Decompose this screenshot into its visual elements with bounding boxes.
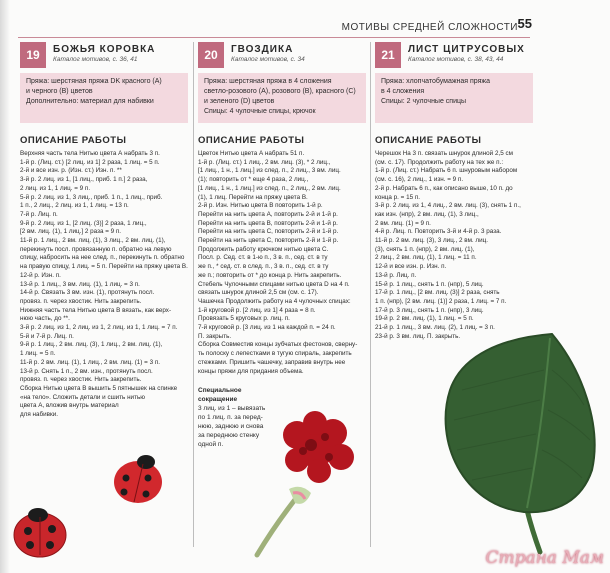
ladybird-photo-large <box>108 448 168 508</box>
instruction-line: 1-й р. (Лиц. ст.) 1 лиц., 2 вм. лиц. (3), * 2 лиц., <box>198 158 331 166</box>
instruction-line: спицу, набросить на нее след. п., перекинуть п. обратно <box>20 254 185 262</box>
instruction-line: на правую спицу, 1 лиц. = 5 п. Перейти на пряжу цвета В. <box>20 263 188 271</box>
instruction-line: 2-й р. Изн. Нитью цвета В повторить 1-й р. <box>198 202 323 210</box>
instruction-line: перекинуть посл. провязанную п. обратно на левую <box>20 245 172 253</box>
instruction-line: как изн. (нпр), 2 вм. лиц. (1), 3 лиц., <box>375 210 479 218</box>
instruction-line: 7-й круговой р. [3 лиц. из 1 на каждой п. = 24 п. <box>198 324 336 332</box>
materials-line: светло-розового (А), розового (В), красного (С) <box>204 88 356 95</box>
motif-catalog-ref: Каталог мотивов, с. 36, 41 <box>53 56 138 63</box>
instruction-line: 3-й р. 2 лиц. из 1, 2 лиц. из 1, 2 лиц. из 1, 1 лиц. = 7 п. <box>20 324 178 332</box>
materials-box <box>198 73 366 123</box>
materials-box <box>375 73 533 123</box>
note-line: одной п. <box>198 441 224 449</box>
motif-catalog-ref: Каталог мотивов, с. 34 <box>231 56 305 63</box>
materials-line: и зеленого (D) цветов <box>204 98 275 105</box>
section-heading: ОПИСАНИЕ РАБОТЫ <box>20 135 127 146</box>
instruction-line: 2-й и все изн. р. (Изн. ст.) Изн. п. ** <box>20 167 122 175</box>
instruction-line: 12-й р. Изн. п. <box>20 271 61 279</box>
instruction-line: «на тело». Сложить детали и сшить нитью <box>20 393 145 401</box>
motif-column-carnation <box>198 42 366 449</box>
materials-line: Спицы: 2 чулочные спицы <box>381 98 467 105</box>
instruction-line: 1-й круговой р. [2 лиц. из 1] 4 раза = 8 п. <box>198 306 316 314</box>
instruction-line: 1 п., 2 лиц., 2 лиц. из 1, 1 лиц. = 13 п. <box>20 202 129 210</box>
instruction-line: 17-й р. 1 лиц., [2 вм. лиц. (3)] 2 раза, снять <box>375 289 500 297</box>
instruction-line: 23-й р. 3 вм. лиц. П. закрыть. <box>375 332 461 340</box>
instruction-line: 1-й р. (Лиц. ст.) [2 лиц. из 1] 2 раза, 1 лиц. = 5 п. <box>20 158 160 166</box>
note-title: Специальное сокращение <box>198 387 242 404</box>
page-spine-shadow <box>0 0 10 573</box>
instruction-line: П. закрыть. <box>198 332 232 340</box>
ladybird-photo-small <box>8 495 78 565</box>
materials-line: Пряжа: шерстяная пряжа DK красного (А) <box>26 78 162 85</box>
instruction-line: 2 вм. лиц. (1) = 9 п. <box>375 219 431 227</box>
materials-line: и черного (В) цветов <box>26 88 93 95</box>
instruction-line: Продолжить работу крючком нитью цвета С. <box>198 245 329 253</box>
materials-line: Пряжа: хлопчатобумажная пряжа <box>381 78 490 85</box>
instruction-line: ть полоску с лепестками в тугую спираль, закрепить <box>198 350 352 358</box>
instruction-line: (1); повторить от * еще 4 раза, 2 лиц., <box>198 176 309 184</box>
motif-title: ГВОЗДИКА <box>231 44 294 55</box>
instruction-line: 19-й р. 2 вм. лиц. (1), 1 лиц. = 5 п. <box>375 315 474 323</box>
instruction-line: 7-й р. Лиц. п. <box>20 210 58 218</box>
instruction-line: провяз. п. через хвостик. Нить закрепить. <box>20 297 142 305</box>
note-line: 3 лиц. из 1 – вывязать <box>198 405 266 413</box>
instruction-line: 5-й р. 2 лиц. из 1, 3 лиц., приб. 1 п., 1 лиц., приб. <box>20 193 163 201</box>
note-line: нюю, заднюю и снова <box>198 423 264 431</box>
instruction-line: (1), 1 лиц. Перейти на пряжу цвета В. <box>198 193 308 201</box>
instruction-line: 2 лиц., 2 вм. лиц. (1), 1 лиц. = 11 п. <box>375 254 477 262</box>
motif-catalog-ref: Каталог мотивов, с. 38, 43, 44 <box>408 56 504 63</box>
instruction-line: 11-й р. 1 лиц., 2 вм. лиц. (1), 3 лиц., 2 вм. лиц. (1), <box>20 237 166 245</box>
instruction-line: [1 лиц., 1 н., 1 лиц.] из след. п., 2 лиц., 3 вм. лиц. <box>198 167 341 175</box>
instruction-line: Сборка Совместив концы зубчатых фестонов, сверну- <box>198 341 358 349</box>
instruction-line: 13-й р. Лиц. п. <box>375 271 417 279</box>
section-heading: ОПИСАНИЕ РАБОТЫ <box>375 135 482 146</box>
page-number: 55 <box>517 16 532 31</box>
instruction-line: 21-й р. 1 лиц., 3 вм. лиц. (2), 1 лиц. = 3 п. <box>375 324 495 332</box>
motif-number-badge: 21 <box>375 42 401 68</box>
instructions-text <box>198 150 366 376</box>
instruction-line: Чашечка Продолжить работу на 4 чулочных спицах: <box>198 297 351 305</box>
materials-box <box>20 73 188 123</box>
instruction-line: 14-й р. Связать 3 вм. изн. (1), протянуть посл. <box>20 289 155 297</box>
instruction-line: 12-й и все изн. р. Изн. п. <box>375 263 447 271</box>
motif-column-citrus-leaf <box>375 42 533 341</box>
note-line: по 1 лиц. п. за перед- <box>198 414 263 422</box>
instruction-line: 9-й р. 1 лиц., 2 вм. лиц. (3), 1 лиц., 2 вм. лиц. (1), <box>20 341 163 349</box>
instruction-line: Перейти на нить цвета В, повторить 2-й и 1-й р. <box>198 219 338 227</box>
instruction-line: 1 п. (нпр), [2 вм. лиц. (1)] 2 раза, 1 лиц. = 7 п. <box>375 297 507 305</box>
instruction-line: цвета А, вложив внутрь материал <box>20 402 119 410</box>
instruction-line: 1-й р. (Лиц. ст.) Набрать 6 п. шнуровым набором <box>375 167 518 175</box>
instruction-line: 11-й р. 2 вм. лиц. (3), 3 лиц., 2 вм. лиц. <box>375 237 488 245</box>
instruction-line: провяз. п. через хвостик. Нить закрепить. <box>20 376 142 384</box>
instruction-line: Стебель Чулочными спицами нитью цвета D на 4 п. <box>198 280 350 288</box>
instruction-line: Провязать 5 круговых р. лиц. п. <box>198 315 290 323</box>
instruction-line: 11-й р. 2 вм. лиц. (1), 1 лиц., 2 вм. лиц. (1) = 3 п. <box>20 358 160 366</box>
header-rule <box>18 37 530 38</box>
materials-line: Дополнительно: материал для набивки <box>26 98 154 105</box>
instruction-line: 17-й р. 3 лиц., снять 1 п. (нпр), 3 лиц. <box>375 306 484 314</box>
instruction-line: 5-й и 7-й р. Лиц. п. <box>20 332 74 340</box>
instruction-line: 3-й р. 2 лиц. из 1, [1 лиц., приб. 1 п.] 2 раза, <box>20 176 148 184</box>
citrus-leaf-photo <box>432 330 610 555</box>
instruction-line: (3), снять 1 п. (нпр), 2 вм. лиц. (1), <box>375 245 475 253</box>
instruction-line: 13-й р. Снять 1 п., 2 вм. изн., протянуть посл. <box>20 367 153 375</box>
instruction-line: Цветок Нитью цвета А набрать 51 п. <box>198 150 305 157</box>
instruction-line: 13-й р. 1 лиц., 3 вм. лиц. (1), 1 лиц. = 3 п. <box>20 280 140 288</box>
motif-title: БОЖЬЯ КОРОВКА <box>53 44 156 55</box>
materials-line: Пряжа: шерстяная пряжа в 4 сложения <box>204 78 332 85</box>
instructions-text <box>375 150 533 341</box>
instruction-line: Перейти на нить цвета С, повторить 2-й и 1-й р. <box>198 237 339 245</box>
motif-header <box>375 42 533 68</box>
instruction-line: концы пряжи для придания объема. <box>198 367 304 375</box>
instructions-text <box>20 150 188 420</box>
materials-line: в 4 сложения <box>381 88 425 95</box>
instruction-line: Сборка Нитью цвета В вышить 5 пятнышек на спинке <box>20 384 178 392</box>
instruction-line: для набивки. <box>20 411 58 419</box>
instruction-line: конца р. = 15 п. <box>375 193 421 201</box>
instruction-line: Нижняя часть тела Нитью цвета В вязать, как верх- <box>20 306 172 314</box>
instruction-line: же п., * сед. ст. в след. п., 3 в. п., сед. ст. в ту <box>198 263 329 271</box>
instruction-line: 3-й р. 2 лиц. из 1, 4 лиц., 2 вм. лиц. (3), снять 1 п., <box>375 202 521 210</box>
carnation-photo <box>245 405 375 565</box>
watermark: Страна Мам <box>485 548 604 568</box>
instruction-line: 2 лиц. из 1, 1 лиц. = 9 п. <box>20 184 91 192</box>
instruction-line: (см. с. 16), 2 лиц., 1 изн. = 9 п. <box>375 176 464 184</box>
column-divider <box>193 42 194 547</box>
instruction-line: 15-й р. 1 лиц., снять 1 п. (нпр), 5 лиц. <box>375 280 484 288</box>
instruction-line: Перейти на нить цвета С, повторить 2-й и 1-й р. <box>198 228 339 236</box>
instruction-line: Перейти на нить цвета А, повторить 2-й и 1-й р. <box>198 210 338 218</box>
motif-column-ladybird <box>20 42 188 420</box>
motif-title: ЛИСТ ЦИТРУСОВЫХ <box>408 44 525 55</box>
instruction-line: нюю часть, до **. <box>20 315 70 323</box>
motif-number-badge: 19 <box>20 42 46 68</box>
instruction-line: Верхняя часть тела Нитью цвета А набрать 3 п. <box>20 150 160 157</box>
instruction-line: же п.; повторить от * до конца р. Нить закрепить. <box>198 271 342 279</box>
instruction-line: 9-й р. 2 лиц. из 1, [2 лиц. (3)] 2 раза, 1 лиц., <box>20 219 147 227</box>
instruction-line: (см. с. 17). Продолжить работу на тех же п.: <box>375 158 504 166</box>
instruction-line: Посл. р. Сед. ст. в 1-ю п., 3 в. п., сед. ст. в ту <box>198 254 328 262</box>
instruction-line: [1 лиц., 1 н., 1 лиц.] из след. п., 2 лиц., 2 вм. лиц. <box>198 184 341 192</box>
section-heading: ОПИСАНИЕ РАБОТЫ <box>198 135 305 146</box>
instruction-line: 2-й р. Набрать 6 п., как описано выше, 10 п. до <box>375 184 513 192</box>
motif-header <box>198 42 366 68</box>
instruction-line: связать шнурок длиной 2,5 см (см. с. 17). <box>198 289 319 297</box>
running-header: МОТИВЫ СРЕДНЕЙ СЛОЖНОСТИ <box>341 22 518 33</box>
motif-number-badge: 20 <box>198 42 224 68</box>
instruction-line: стежками. Пришить чашечку, заправив внутрь нее <box>198 358 346 366</box>
note-line: за переднюю стенку <box>198 432 260 440</box>
instruction-line: 4-й р. Лиц. п. Повторить 3-й и 4-й р. 3 раза. <box>375 228 502 236</box>
instruction-line: 1 лиц. = 5 п. <box>20 350 56 358</box>
motif-header <box>20 42 188 68</box>
instruction-line: Черешок На 3 п. связать шнурок длиной 2,5 см <box>375 150 513 157</box>
materials-line: Спицы: 4 чулочные спицы, крючок <box>204 108 316 115</box>
instruction-line: [2 вм. лиц. (1), 1 лиц.] 2 раза = 9 п. <box>20 228 122 236</box>
